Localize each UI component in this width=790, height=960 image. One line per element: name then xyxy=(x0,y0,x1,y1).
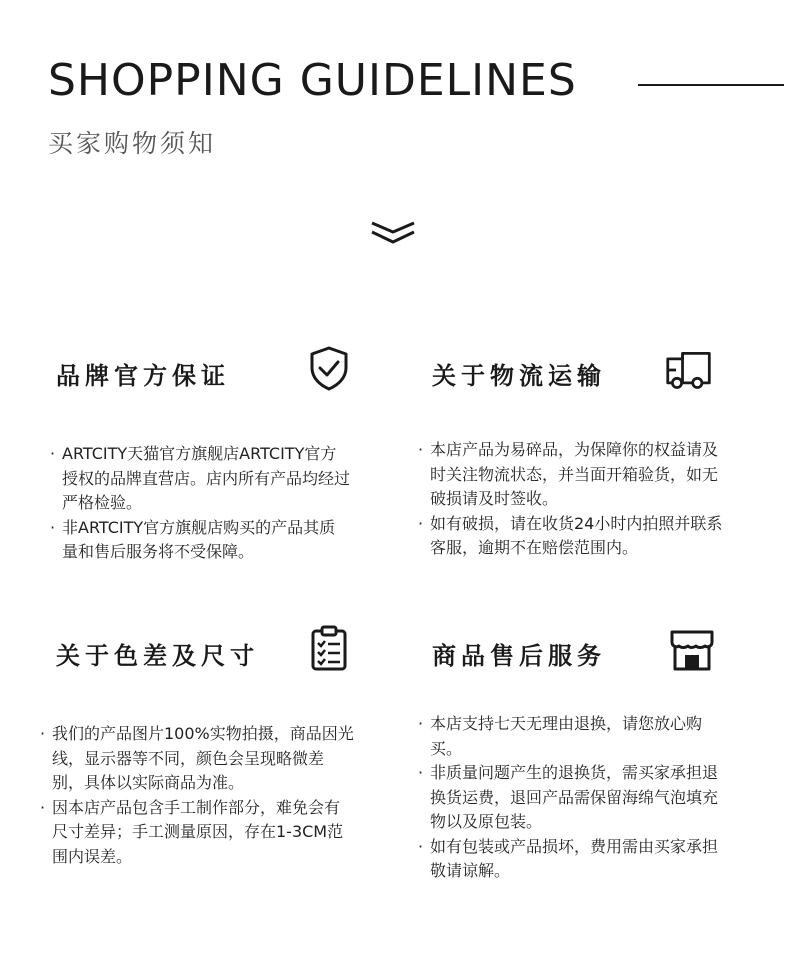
section-title-after-sales: 商品售后服务 xyxy=(432,642,606,670)
section-list-after-sales xyxy=(418,712,733,884)
list-item: · 如有包装或产品损坏，费用需由买家承担敬请谅解。 xyxy=(418,836,719,880)
section-list-color-size xyxy=(40,722,355,869)
title-divider xyxy=(638,84,784,86)
section-title-brand-guarantee: 品牌官方保证 xyxy=(56,362,230,390)
section-list-logistics xyxy=(418,438,733,561)
section-title-logistics: 关于物流运输 xyxy=(432,362,606,390)
section-title-color-size: 关于色差及尺寸 xyxy=(56,642,259,670)
list-item: · 本店产品为易碎品，为保障你的权益请及时关注物流状态，并当面开箱验货，如无破损请及时签收。 xyxy=(418,440,719,508)
list-item: · ARTCITY天猫官方旗舰店ARTCITY官方授权的品牌直营店。店内所有产品均经过严格检验。 xyxy=(50,444,351,512)
shield-check-icon xyxy=(305,344,353,392)
list-item: · 本店支持七天无理由退换，请您放心购买。 xyxy=(418,714,703,758)
double-chevron-down-icon xyxy=(370,220,416,246)
list-item: · 非质量问题产生的退换货，需买家承担退换货运费，退回产品需保留海绵气泡填充物以及原包装。 xyxy=(418,763,719,831)
clipboard-checklist-icon xyxy=(305,624,353,672)
page-title: SHOPPING GUIDELINES xyxy=(48,55,577,106)
list-item: · 我们的产品图片100%实物拍摄，商品因光线，显示器等不同，颜色会呈现略微差别，具体以实际商品为准。 xyxy=(40,724,354,792)
list-item: · 因本店产品包含手工制作部分，难免会有尺寸差异；手工测量原因，存在1-3CM范围内误差。 xyxy=(40,797,344,866)
page-subtitle: 买家购物须知 xyxy=(48,129,217,158)
list-item: · 非ARTCITY官方旗舰店购买的产品其质量和售后服务将不受保障。 xyxy=(50,517,336,561)
truck-icon xyxy=(665,346,713,394)
list-item: · 如有破损，请在收货24小时内拍照并联系客服，逾期不在赔偿范围内。 xyxy=(418,513,723,557)
storefront-icon xyxy=(668,626,716,674)
section-list-brand-guarantee xyxy=(50,442,350,565)
